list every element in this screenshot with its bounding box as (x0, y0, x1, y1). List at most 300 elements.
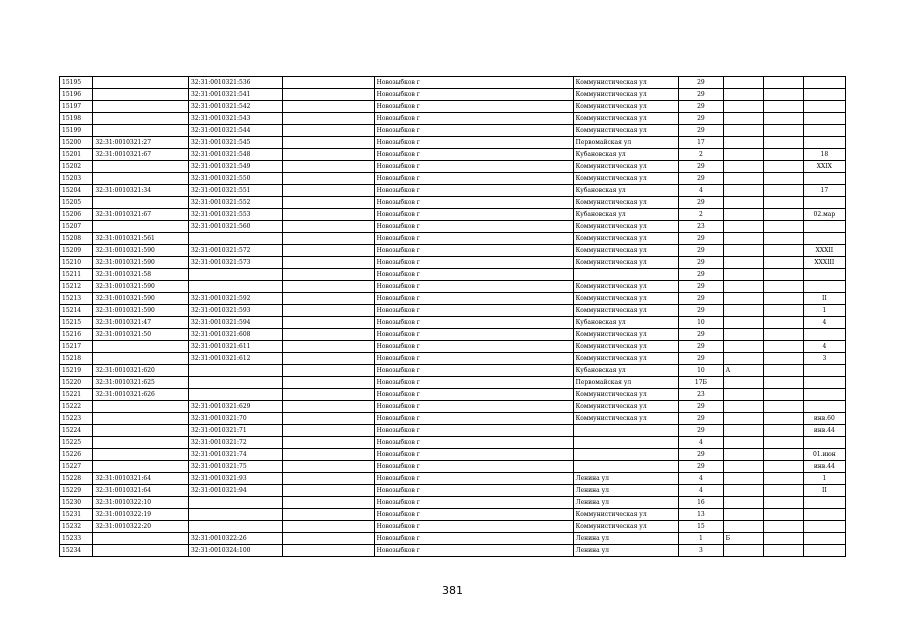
record-number-cell: 15227 (60, 461, 93, 473)
blank-cell (283, 161, 374, 173)
blank-cell (283, 185, 374, 197)
street-cell: Коммунистическая ул (573, 521, 679, 533)
extra-cell: 3 (803, 353, 845, 365)
table-row (60, 413, 846, 425)
blank-cell (283, 329, 374, 341)
house-number-cell: 29 (679, 293, 723, 305)
street-cell: Коммунистическая ул (573, 305, 679, 317)
house-number-cell: 13 (679, 509, 723, 521)
unit-cell (763, 77, 803, 89)
unit-cell (763, 281, 803, 293)
registry-table (59, 76, 846, 557)
city-cell: Новозыбков г (374, 545, 573, 557)
blank-cell (283, 497, 374, 509)
blank-cell (283, 461, 374, 473)
street-cell: Коммунистическая ул (573, 89, 679, 101)
extra-cell: II (803, 485, 845, 497)
blank-cell (283, 173, 374, 185)
house-number-cell: 29 (679, 197, 723, 209)
table-row (60, 437, 846, 449)
blank-cell (283, 545, 374, 557)
cadastral-number-cell (188, 389, 282, 401)
unit-cell (763, 329, 803, 341)
street-cell: Коммунистическая ул (573, 329, 679, 341)
street-cell: Первомайская ул (573, 377, 679, 389)
city-cell: Новозыбков г (374, 173, 573, 185)
city-cell: Новозыбков г (374, 509, 573, 521)
unit-cell (763, 401, 803, 413)
street-cell: Кубановская ул (573, 185, 679, 197)
city-cell: Новозыбков г (374, 305, 573, 317)
city-cell: Новозыбков г (374, 485, 573, 497)
building-letter-cell (723, 113, 763, 125)
blank-cell (283, 125, 374, 137)
unit-cell (763, 245, 803, 257)
record-number-cell: 15214 (60, 305, 93, 317)
city-cell: Новозыбков г (374, 425, 573, 437)
house-number-cell: 17 (679, 137, 723, 149)
unit-cell (763, 353, 803, 365)
city-cell: Новозыбков г (374, 437, 573, 449)
extra-cell (803, 197, 845, 209)
parent-cadastral-number-cell: 32:31:0010321:590 (93, 293, 189, 305)
building-letter-cell (723, 269, 763, 281)
blank-cell (283, 257, 374, 269)
cadastral-number-cell: 32:31:0010322:26 (188, 533, 282, 545)
record-number-cell: 15205 (60, 197, 93, 209)
blank-cell (283, 293, 374, 305)
cadastral-number-cell: 32:31:0010321:541 (188, 89, 282, 101)
parent-cadastral-number-cell: 32:31:0010321:626 (93, 389, 189, 401)
city-cell: Новозыбков г (374, 329, 573, 341)
house-number-cell: 4 (679, 437, 723, 449)
extra-cell (803, 125, 845, 137)
city-cell: Новозыбков г (374, 233, 573, 245)
extra-cell: XXXIII (803, 257, 845, 269)
cadastral-number-cell (188, 497, 282, 509)
city-cell: Новозыбков г (374, 317, 573, 329)
table-row (60, 449, 846, 461)
building-letter-cell (723, 329, 763, 341)
unit-cell (763, 521, 803, 533)
building-letter-cell (723, 473, 763, 485)
record-number-cell: 15209 (60, 245, 93, 257)
extra-cell: 4 (803, 317, 845, 329)
cadastral-number-cell: 32:31:0010321:74 (188, 449, 282, 461)
city-cell: Новозыбков г (374, 161, 573, 173)
unit-cell (763, 533, 803, 545)
record-number-cell: 15210 (60, 257, 93, 269)
city-cell: Новозыбков г (374, 341, 573, 353)
street-cell: Коммунистическая ул (573, 125, 679, 137)
cadastral-number-cell: 32:31:0010321:93 (188, 473, 282, 485)
extra-cell: инв.44 (803, 425, 845, 437)
blank-cell (283, 233, 374, 245)
street-cell: Ленина ул (573, 497, 679, 509)
house-number-cell: 29 (679, 125, 723, 137)
house-number-cell: 29 (679, 401, 723, 413)
parent-cadastral-number-cell (93, 125, 189, 137)
unit-cell (763, 437, 803, 449)
table-row (60, 389, 846, 401)
house-number-cell: 29 (679, 101, 723, 113)
city-cell: Новозыбков г (374, 245, 573, 257)
extra-cell (803, 533, 845, 545)
extra-cell (803, 437, 845, 449)
record-number-cell: 15211 (60, 269, 93, 281)
city-cell: Новозыбков г (374, 293, 573, 305)
registry-table-body (60, 77, 846, 557)
parent-cadastral-number-cell: 32:31:0010321:625 (93, 377, 189, 389)
table-row (60, 257, 846, 269)
building-letter-cell (723, 197, 763, 209)
extra-cell: XXXII (803, 245, 845, 257)
blank-cell (283, 341, 374, 353)
parent-cadastral-number-cell (93, 449, 189, 461)
street-cell: Ленина ул (573, 533, 679, 545)
table-row (60, 125, 846, 137)
parent-cadastral-number-cell: 32:31:0010321:58 (93, 269, 189, 281)
street-cell (573, 449, 679, 461)
unit-cell (763, 413, 803, 425)
parent-cadastral-number-cell: 32:31:0010321:67 (93, 149, 189, 161)
city-cell: Новозыбков г (374, 353, 573, 365)
cadastral-number-cell: 32:31:0010321:611 (188, 341, 282, 353)
street-cell: Коммунистическая ул (573, 341, 679, 353)
street-cell: Коммунистическая ул (573, 221, 679, 233)
cadastral-number-cell (188, 233, 282, 245)
blank-cell (283, 425, 374, 437)
cadastral-number-cell (188, 365, 282, 377)
house-number-cell: 23 (679, 389, 723, 401)
table-row (60, 233, 846, 245)
city-cell: Новозыбков г (374, 137, 573, 149)
unit-cell (763, 497, 803, 509)
house-number-cell: 29 (679, 329, 723, 341)
table-row (60, 497, 846, 509)
record-number-cell: 15217 (60, 341, 93, 353)
table-row (60, 521, 846, 533)
record-number-cell: 15215 (60, 317, 93, 329)
extra-cell (803, 113, 845, 125)
extra-cell (803, 89, 845, 101)
extra-cell: II (803, 293, 845, 305)
parent-cadastral-number-cell: 32:31:0010321:47 (93, 317, 189, 329)
extra-cell (803, 221, 845, 233)
parent-cadastral-number-cell (93, 353, 189, 365)
house-number-cell: 29 (679, 341, 723, 353)
house-number-cell: 29 (679, 425, 723, 437)
record-number-cell: 15226 (60, 449, 93, 461)
cadastral-number-cell: 32:31:0010321:553 (188, 209, 282, 221)
cadastral-number-cell: 32:31:0010321:549 (188, 161, 282, 173)
house-number-cell: 4 (679, 185, 723, 197)
record-number-cell: 15207 (60, 221, 93, 233)
record-number-cell: 15216 (60, 329, 93, 341)
blank-cell (283, 197, 374, 209)
building-letter-cell (723, 77, 763, 89)
extra-cell (803, 377, 845, 389)
city-cell: Новозыбков г (374, 377, 573, 389)
table-row (60, 353, 846, 365)
parent-cadastral-number-cell (93, 545, 189, 557)
building-letter-cell (723, 221, 763, 233)
extra-cell (803, 269, 845, 281)
house-number-cell: 29 (679, 269, 723, 281)
building-letter-cell (723, 305, 763, 317)
house-number-cell: 29 (679, 161, 723, 173)
building-letter-cell (723, 161, 763, 173)
street-cell: Коммунистическая ул (573, 509, 679, 521)
parent-cadastral-number-cell: 32:31:0010322:20 (93, 521, 189, 533)
record-number-cell: 15213 (60, 293, 93, 305)
building-letter-cell (723, 545, 763, 557)
parent-cadastral-number-cell: 32:31:0010321:64 (93, 485, 189, 497)
parent-cadastral-number-cell (93, 413, 189, 425)
blank-cell (283, 365, 374, 377)
blank-cell (283, 353, 374, 365)
table-row (60, 401, 846, 413)
city-cell: Новозыбков г (374, 413, 573, 425)
building-letter-cell (723, 281, 763, 293)
building-letter-cell (723, 449, 763, 461)
blank-cell (283, 77, 374, 89)
unit-cell (763, 389, 803, 401)
street-cell: Коммунистическая ул (573, 233, 679, 245)
unit-cell (763, 509, 803, 521)
street-cell (573, 269, 679, 281)
house-number-cell: 4 (679, 485, 723, 497)
building-letter-cell (723, 209, 763, 221)
unit-cell (763, 125, 803, 137)
building-letter-cell (723, 341, 763, 353)
record-number-cell: 15195 (60, 77, 93, 89)
table-row (60, 545, 846, 557)
parent-cadastral-number-cell (93, 533, 189, 545)
blank-cell (283, 149, 374, 161)
building-letter-cell (723, 149, 763, 161)
record-number-cell: 15228 (60, 473, 93, 485)
unit-cell (763, 461, 803, 473)
building-letter-cell (723, 125, 763, 137)
house-number-cell: 29 (679, 281, 723, 293)
unit-cell (763, 377, 803, 389)
house-number-cell: 2 (679, 209, 723, 221)
table-row (60, 473, 846, 485)
extra-cell: 01.июн (803, 449, 845, 461)
table-row (60, 485, 846, 497)
record-number-cell: 15218 (60, 353, 93, 365)
house-number-cell: 29 (679, 257, 723, 269)
table-row (60, 245, 846, 257)
unit-cell (763, 473, 803, 485)
cadastral-number-cell: 32:31:0010321:94 (188, 485, 282, 497)
building-letter-cell (723, 101, 763, 113)
street-cell: Коммунистическая ул (573, 101, 679, 113)
record-number-cell: 15225 (60, 437, 93, 449)
cadastral-number-cell: 32:31:0010321:572 (188, 245, 282, 257)
building-letter-cell (723, 89, 763, 101)
table-row (60, 173, 846, 185)
cadastral-number-cell (188, 521, 282, 533)
building-letter-cell (723, 377, 763, 389)
parent-cadastral-number-cell (93, 341, 189, 353)
table-row (60, 509, 846, 521)
parent-cadastral-number-cell: 32:31:0010321:590 (93, 245, 189, 257)
table-row (60, 377, 846, 389)
blank-cell (283, 101, 374, 113)
house-number-cell: 15 (679, 521, 723, 533)
building-letter-cell (723, 389, 763, 401)
parent-cadastral-number-cell (93, 437, 189, 449)
record-number-cell: 15229 (60, 485, 93, 497)
house-number-cell: 29 (679, 461, 723, 473)
house-number-cell: 4 (679, 473, 723, 485)
extra-cell (803, 137, 845, 149)
city-cell: Новозыбков г (374, 269, 573, 281)
city-cell: Новозыбков г (374, 209, 573, 221)
unit-cell (763, 185, 803, 197)
street-cell (573, 461, 679, 473)
table-row (60, 77, 846, 89)
table-row (60, 89, 846, 101)
record-number-cell: 15206 (60, 209, 93, 221)
parent-cadastral-number-cell (93, 113, 189, 125)
parent-cadastral-number-cell: 32:31:0010321:50 (93, 329, 189, 341)
street-cell: Коммунистическая ул (573, 257, 679, 269)
blank-cell (283, 89, 374, 101)
blank-cell (283, 221, 374, 233)
extra-cell (803, 365, 845, 377)
parent-cadastral-number-cell (93, 221, 189, 233)
building-letter-cell (723, 137, 763, 149)
street-cell: Ленина ул (573, 473, 679, 485)
unit-cell (763, 269, 803, 281)
street-cell: Коммунистическая ул (573, 197, 679, 209)
street-cell: Коммунистическая ул (573, 245, 679, 257)
cadastral-number-cell: 32:31:0010321:552 (188, 197, 282, 209)
cadastral-number-cell: 32:31:0010321:542 (188, 101, 282, 113)
extra-cell (803, 173, 845, 185)
house-number-cell: 29 (679, 305, 723, 317)
blank-cell (283, 485, 374, 497)
house-number-cell: 29 (679, 89, 723, 101)
cadastral-number-cell: 32:31:0010321:612 (188, 353, 282, 365)
extra-cell: 1 (803, 473, 845, 485)
house-number-cell: 29 (679, 449, 723, 461)
street-cell: Коммунистическая ул (573, 353, 679, 365)
city-cell: Новозыбков г (374, 365, 573, 377)
cadastral-number-cell: 32:31:0010321:75 (188, 461, 282, 473)
street-cell (573, 425, 679, 437)
street-cell: Коммунистическая ул (573, 281, 679, 293)
building-letter-cell (723, 401, 763, 413)
parent-cadastral-number-cell: 32:31:0010321:34 (93, 185, 189, 197)
building-letter-cell (723, 485, 763, 497)
city-cell: Новозыбков г (374, 77, 573, 89)
blank-cell (283, 137, 374, 149)
blank-cell (283, 269, 374, 281)
house-number-cell: 29 (679, 353, 723, 365)
street-cell: Коммунистическая ул (573, 173, 679, 185)
blank-cell (283, 509, 374, 521)
extra-cell (803, 497, 845, 509)
parent-cadastral-number-cell: 32:31:0010321:561 (93, 233, 189, 245)
street-cell: Коммунистическая ул (573, 77, 679, 89)
record-number-cell: 15220 (60, 377, 93, 389)
parent-cadastral-number-cell (93, 161, 189, 173)
blank-cell (283, 305, 374, 317)
parent-cadastral-number-cell (93, 401, 189, 413)
city-cell: Новозыбков г (374, 101, 573, 113)
building-letter-cell (723, 257, 763, 269)
extra-cell (803, 329, 845, 341)
unit-cell (763, 365, 803, 377)
record-number-cell: 15231 (60, 509, 93, 521)
building-letter-cell (723, 461, 763, 473)
parent-cadastral-number-cell: 32:31:0010321:27 (93, 137, 189, 149)
house-number-cell: 3 (679, 545, 723, 557)
extra-cell: инв.60 (803, 413, 845, 425)
extra-cell (803, 401, 845, 413)
street-cell: Ленина ул (573, 485, 679, 497)
building-letter-cell (723, 353, 763, 365)
cadastral-number-cell (188, 269, 282, 281)
record-number-cell: 15203 (60, 173, 93, 185)
blank-cell (283, 209, 374, 221)
table-row (60, 461, 846, 473)
record-number-cell: 15198 (60, 113, 93, 125)
city-cell: Новозыбков г (374, 533, 573, 545)
building-letter-cell (723, 245, 763, 257)
unit-cell (763, 89, 803, 101)
street-cell: Кубановская ул (573, 365, 679, 377)
unit-cell (763, 449, 803, 461)
record-number-cell: 15199 (60, 125, 93, 137)
city-cell: Новозыбков г (374, 149, 573, 161)
unit-cell (763, 113, 803, 125)
city-cell: Новозыбков г (374, 401, 573, 413)
cadastral-number-cell: 32:31:0010321:70 (188, 413, 282, 425)
table-row (60, 113, 846, 125)
blank-cell (283, 413, 374, 425)
cadastral-number-cell (188, 281, 282, 293)
city-cell: Новозыбков г (374, 197, 573, 209)
table-row (60, 317, 846, 329)
unit-cell (763, 209, 803, 221)
cadastral-number-cell: 32:31:0010321:72 (188, 437, 282, 449)
building-letter-cell (723, 293, 763, 305)
table-row (60, 365, 846, 377)
unit-cell (763, 293, 803, 305)
street-cell: Кубановская ул (573, 209, 679, 221)
table-row (60, 305, 846, 317)
city-cell: Новозыбков г (374, 185, 573, 197)
house-number-cell: 2 (679, 149, 723, 161)
house-number-cell: 16 (679, 497, 723, 509)
unit-cell (763, 197, 803, 209)
street-cell: Кубановская ул (573, 149, 679, 161)
extra-cell: XXIX (803, 161, 845, 173)
cadastral-number-cell: 32:31:0010321:551 (188, 185, 282, 197)
house-number-cell: 17Б (679, 377, 723, 389)
record-number-cell: 15223 (60, 413, 93, 425)
blank-cell (283, 113, 374, 125)
unit-cell (763, 545, 803, 557)
building-letter-cell (723, 437, 763, 449)
unit-cell (763, 341, 803, 353)
table-row (60, 137, 846, 149)
